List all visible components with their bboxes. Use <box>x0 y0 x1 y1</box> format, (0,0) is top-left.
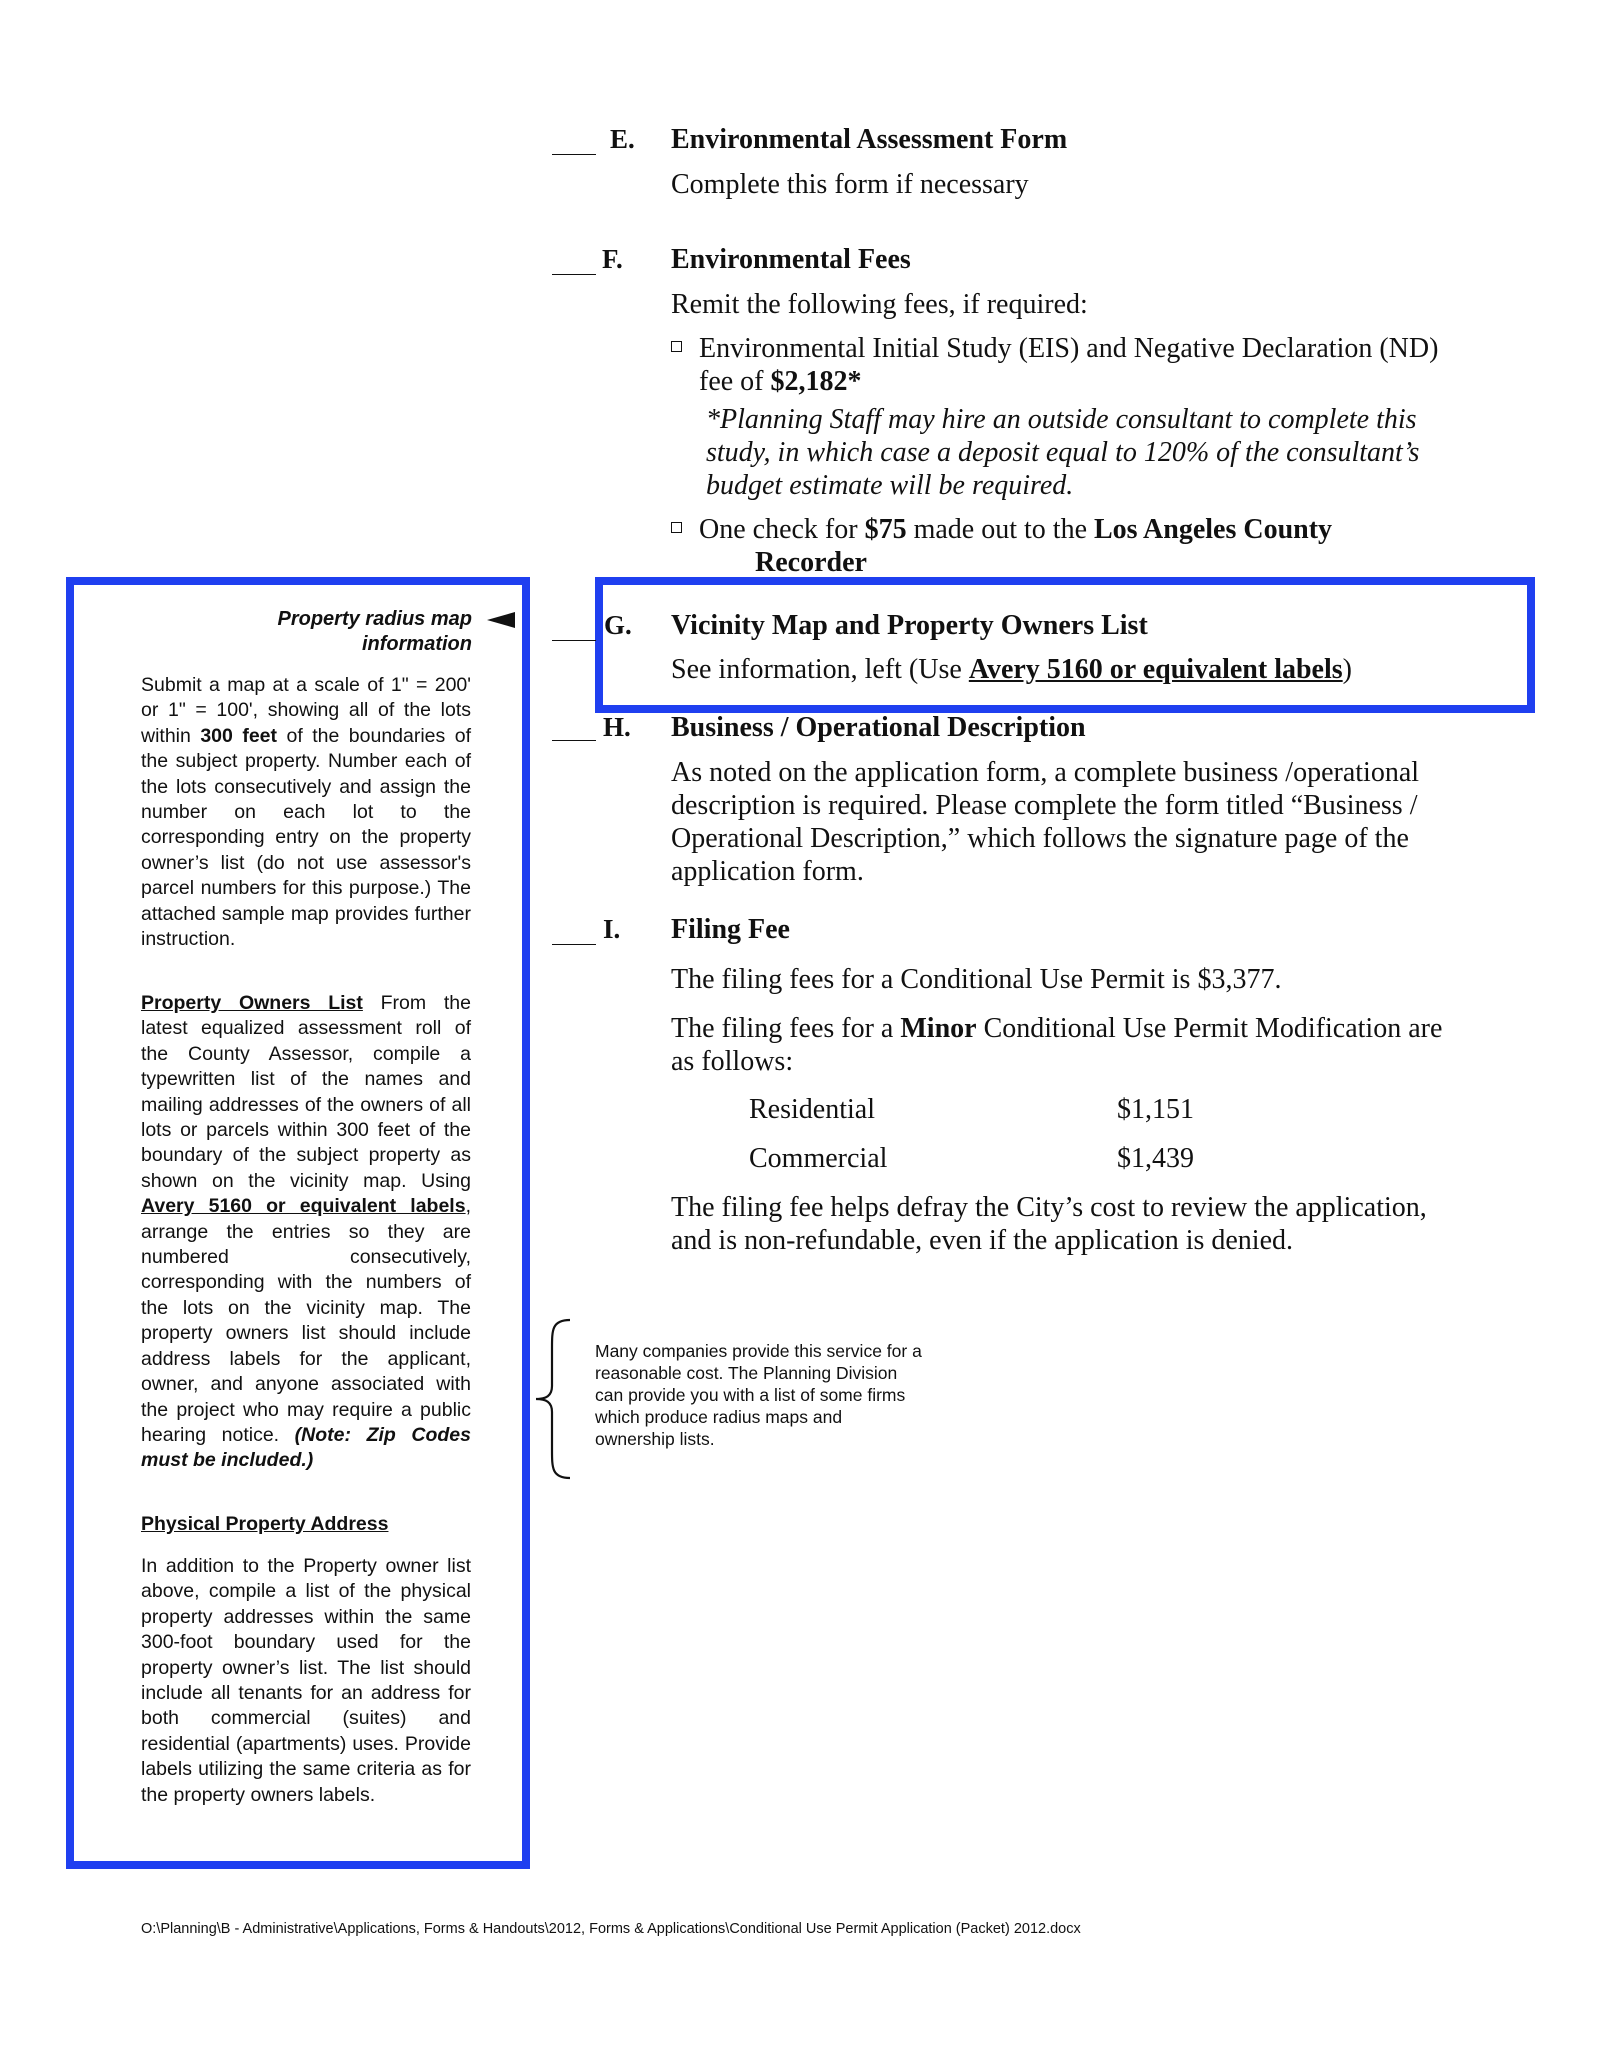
fee-label-residential: Residential <box>749 1094 875 1125</box>
section-body-i-refund: The filing fee helps defray the City’s cost to review the application, and is non-refundable, even if the application is denied. <box>671 1192 1427 1256</box>
checkbox-icon <box>671 522 682 533</box>
owners-list-heading: Property Owners List <box>141 992 363 1014</box>
section-body-i-cup: The filing fees for a Conditional Use Permit is $3,377. <box>671 964 1282 995</box>
physical-address-heading: Physical Property Address <box>141 1513 389 1535</box>
checkoff-blank-e <box>552 154 596 155</box>
pointer-arrow-icon <box>487 612 515 628</box>
section-letter-e: E. <box>610 124 635 154</box>
avery-labels-link: Avery 5160 or equivalent labels <box>968 654 1343 685</box>
section-letter-g: G. <box>604 610 632 640</box>
avery-labels-sidebar-link: Avery 5160 or equivalent labels <box>141 1195 466 1218</box>
document-file-path: O:\Planning\B - Administrative\Applications, Forms & Handouts\2012, Forms & Applications\Conditional Use Permit Application (Packet) 2012.docx <box>141 1921 1081 1937</box>
checkoff-blank-i <box>552 944 596 945</box>
fee-bullet-eis: Environmental Initial Study (EIS) and Negative Declaration (ND) fee of $2,182* <box>671 332 1471 398</box>
fee-label-commercial: Commercial <box>749 1143 888 1174</box>
sidebar-paragraph-physical-address: In addition to the Property owner list above, compile a list of the physical property addresses within the same 300-foot boundary used for the property owner’s list. The list should include all tenants for an address for both commercial (suites) and residential (apartments) uses. Provide labels utilizing the same criteria as for the property owners labels. <box>141 1555 471 1806</box>
section-heading-i: Filing Fee <box>671 914 790 945</box>
section-body-e: Complete this form if necessary <box>671 169 1029 200</box>
section-heading-h: Business / Operational Description <box>671 712 1086 743</box>
sidebar-paragraph-radius-map: Submit a map at a scale of 1" = 200' or 1" = 100', showing all of the lots within 300 feet of the boundaries of the subject property. Number each of the lots consecutively and assign the number on each lot to the corresponding entry on the property owner’s list (do not use assessor's parcel numbers for this purpose.) The attached sample map provides further instruction. <box>141 674 471 951</box>
section-body-g: See information, left (Use Avery 5160 or equivalent labels) <box>671 654 1352 685</box>
checkbox-icon <box>671 341 682 352</box>
fee-bullet-recorder-payee: Recorder <box>755 547 867 578</box>
fee-amount-commercial: $1,439 <box>1117 1143 1194 1174</box>
section-body-i-minor: The filing fees for a Minor Conditional Use Permit Modification are as follows: <box>671 1013 1443 1077</box>
section-body-h: As noted on the application form, a complete business /operational description is required. Please complete the form titled “Business / Operational Description,” which follows the signature page of the application form. <box>671 757 1420 887</box>
fee-bullet-recorder: One check for $75 made out to the Los Angeles County <box>671 513 1471 546</box>
fee-bullet-eis-note: *Planning Staff may hire an outside consultant to complete this study, in which case a deposit equal to 120% of the consultant’s budget estimate will be required. <box>706 404 1420 501</box>
section-letter-f: F. <box>602 244 623 274</box>
sidebar-paragraph-owners-list: Property Owners List From the latest equalized assessment roll of the County Assessor, compile a typewritten list of the names and mailing addresses of the owners of all lots or parcels within 300 feet of the boundary of the subject property as shown on the vicinity map. Using Avery 5160 or equivalent labels, arrange the entries so they are numbered consecutively, corresponding with the numbers of the lots on the vicinity map. The property owners list should include address labels for the applicant, owner, and anyone associated with the project who may require a public hearing notice. (Note: Zip Codes must be included.) <box>141 992 471 1472</box>
fee-amount-residential: $1,151 <box>1117 1094 1194 1125</box>
section-heading-f: Environmental Fees <box>671 244 911 275</box>
zip-code-note: (Note: Zip Codes must be included.) <box>141 1423 471 1472</box>
section-heading-g: Vicinity Map and Property Owners List <box>671 610 1148 641</box>
sidebar-title: Property radius map information <box>277 608 472 655</box>
section-intro-f: Remit the following fees, if required: <box>671 289 1088 320</box>
section-letter-h: H. <box>603 712 631 742</box>
section-heading-e: Environmental Assessment Form <box>671 124 1068 155</box>
checkoff-blank-h <box>552 740 596 741</box>
checkoff-blank-f <box>552 274 596 275</box>
radius-map-service-note: Many companies provide this service for a reasonable cost. The Planning Division can provide you with a list of some firms which produce radius maps and ownership lists. <box>595 1341 922 1449</box>
section-letter-i: I. <box>603 914 621 944</box>
highlight-box-section-g <box>595 577 1535 713</box>
checkoff-blank-g <box>552 640 596 641</box>
curly-brace-icon <box>530 1318 578 1480</box>
